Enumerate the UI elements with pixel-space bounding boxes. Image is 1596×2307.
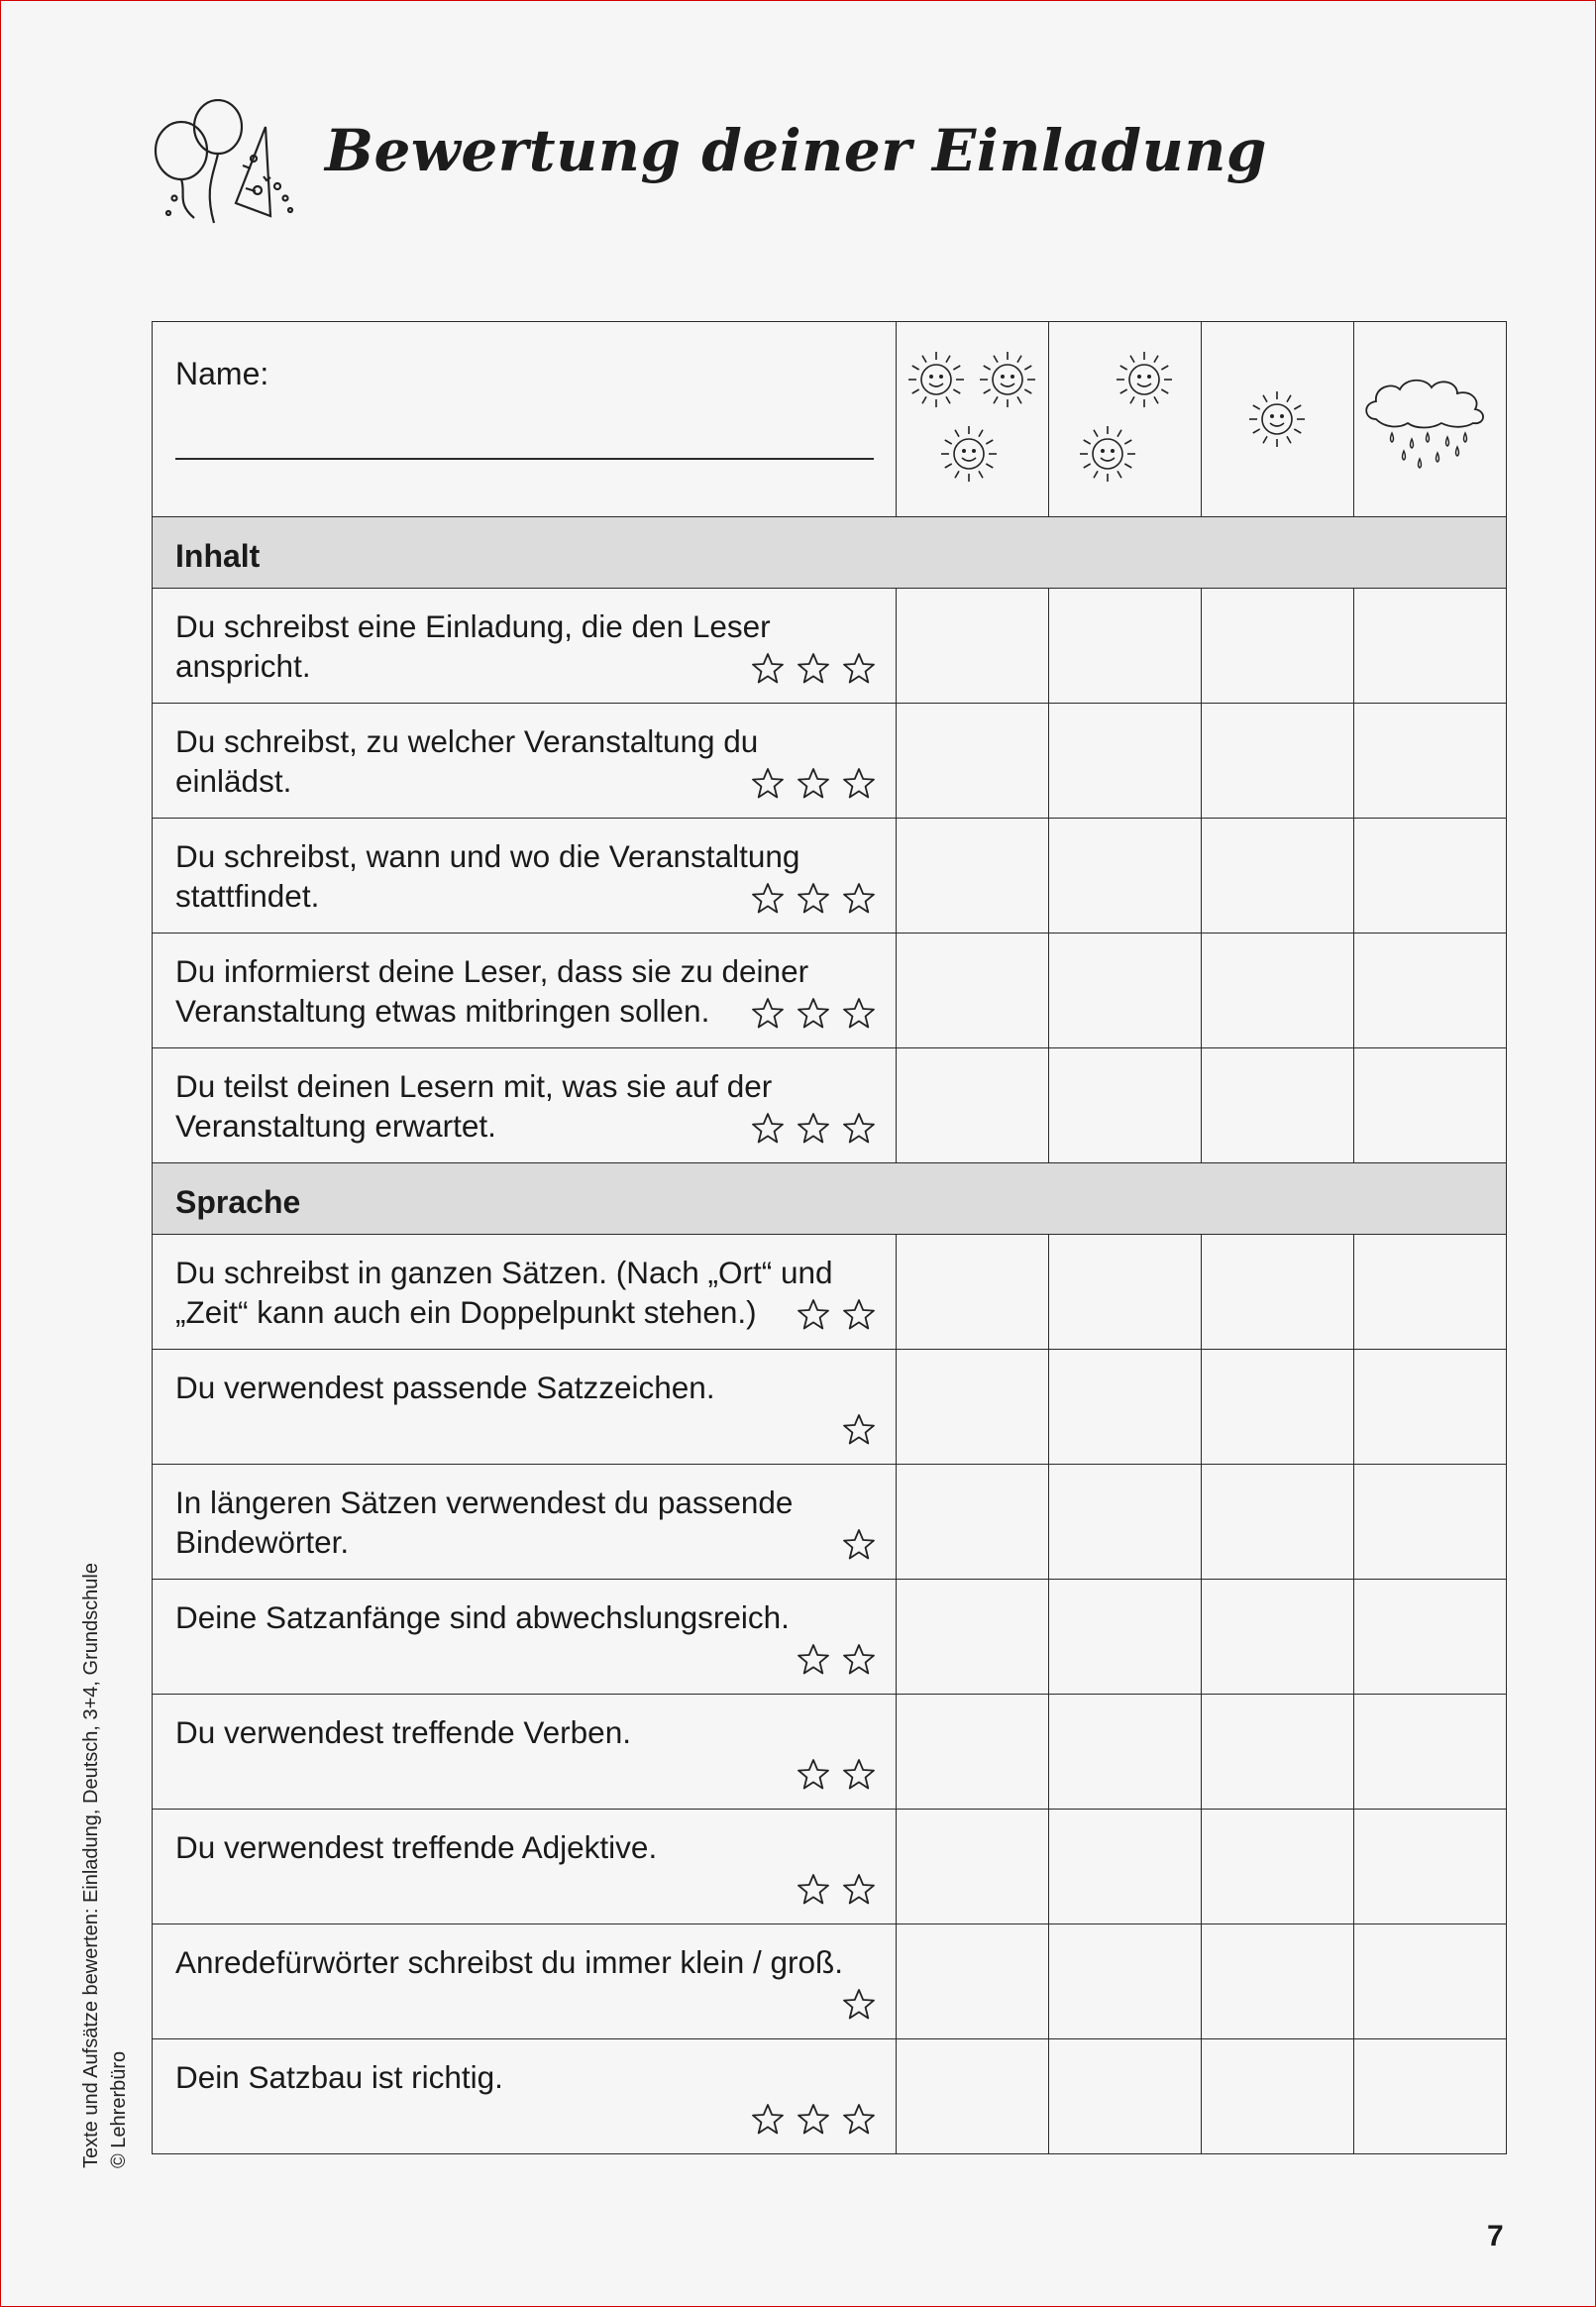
criterion-text: Du schreibst, zu welcher Veranstaltung du einlädst.	[175, 723, 759, 799]
star-icon	[842, 2103, 876, 2136]
rating-cell[interactable]	[1354, 934, 1507, 1048]
criterion-cell	[153, 1235, 897, 1350]
star-icon	[842, 1298, 876, 1331]
rating-cell[interactable]	[897, 2039, 1049, 2154]
star-icon	[842, 1873, 876, 1906]
section-header-row	[153, 517, 1507, 589]
rating-cell[interactable]	[1202, 819, 1354, 934]
star-icon	[842, 1758, 876, 1791]
criterion-cell	[153, 2039, 897, 2154]
criterion-text: Anredefürwörter schreibst du immer klein / groß.	[175, 1944, 843, 1980]
star-icon	[797, 1298, 830, 1331]
section-header-cell	[153, 1163, 1507, 1235]
criterion-cell	[153, 704, 897, 819]
rating-cell[interactable]	[1049, 704, 1202, 819]
star-icon	[751, 882, 785, 915]
rating-cell[interactable]	[1202, 1924, 1354, 2039]
criterion-row	[153, 1350, 1507, 1465]
star-icon	[797, 1873, 830, 1906]
difficulty-stars	[842, 1528, 876, 1561]
criterion-text: Du schreibst eine Einladung, die den Leser anspricht.	[175, 608, 771, 684]
criterion-text: Du verwendest passende Satzzeichen.	[175, 1370, 715, 1405]
criterion-text: Deine Satzanfänge sind abwechslungsreich.	[175, 1599, 790, 1635]
star-icon	[751, 997, 785, 1030]
criterion-cell	[153, 589, 897, 704]
party-balloons-icon	[147, 99, 295, 233]
star-icon	[842, 882, 876, 915]
rating-cell[interactable]	[897, 1048, 1049, 1163]
difficulty-stars	[751, 2103, 876, 2136]
criterion-row	[153, 1048, 1507, 1163]
rating-cell[interactable]	[1049, 589, 1202, 704]
rating-cell[interactable]	[897, 934, 1049, 1048]
sidebar-copyright	[77, 1563, 133, 2168]
star-icon	[797, 767, 830, 800]
section-label: Sprache	[175, 1184, 301, 1220]
rating-cell[interactable]	[1049, 1810, 1202, 1924]
sidebar-line-1: Texte und Aufsätze bewerten: Einladung, Deutsch, 3+4, Grundschule	[80, 1563, 102, 2168]
star-icon	[797, 1643, 830, 1676]
criterion-cell	[153, 1924, 897, 2039]
difficulty-stars	[751, 1112, 876, 1145]
star-icon	[797, 882, 830, 915]
rating-cell[interactable]	[897, 1810, 1049, 1924]
rating-cell[interactable]	[897, 589, 1049, 704]
difficulty-stars	[751, 767, 876, 800]
rating-cell[interactable]	[1354, 1695, 1507, 1810]
sidebar-line-2: © Lehrerbüro	[108, 2050, 130, 2168]
criterion-text: Dein Satzbau ist richtig.	[175, 2059, 503, 2095]
rating-cell[interactable]	[1354, 1810, 1507, 1924]
star-icon	[842, 1988, 876, 2021]
star-icon	[751, 652, 785, 685]
criterion-cell	[153, 1350, 897, 1465]
one-sun-icon	[1202, 322, 1354, 517]
rating-cell[interactable]	[1049, 1924, 1202, 2039]
rating-cell[interactable]	[1049, 1465, 1202, 1580]
criterion-text: Du teilst deinen Lesern mit, was sie auf der Veranstaltung erwartet.	[175, 1068, 773, 1144]
rating-cell[interactable]	[1354, 1235, 1507, 1350]
rating-cell[interactable]	[897, 1695, 1049, 1810]
difficulty-stars	[842, 1413, 876, 1446]
star-icon	[797, 2103, 830, 2136]
rating-cell[interactable]	[897, 1350, 1049, 1465]
difficulty-stars	[797, 1758, 876, 1791]
criterion-text: Du schreibst, wann und wo die Veranstaltung stattfindet.	[175, 838, 800, 914]
rubric-table	[152, 321, 1507, 2154]
star-icon	[797, 997, 830, 1030]
criterion-row	[153, 1695, 1507, 1810]
three-suns-icon	[897, 322, 1049, 517]
rating-cell[interactable]	[1202, 1235, 1354, 1350]
section-header-cell	[153, 517, 1507, 589]
criterion-row	[153, 819, 1507, 934]
criterion-cell	[153, 1465, 897, 1580]
rain-cloud-icon	[1354, 322, 1507, 517]
rating-cell[interactable]	[1354, 704, 1507, 819]
name-label: Name:	[175, 356, 269, 391]
section-label: Inhalt	[175, 538, 261, 574]
rating-cell[interactable]	[897, 1580, 1049, 1695]
star-icon	[751, 1112, 785, 1145]
star-icon	[842, 767, 876, 800]
difficulty-stars	[751, 997, 876, 1030]
rating-cell[interactable]	[1202, 1048, 1354, 1163]
criterion-row	[153, 934, 1507, 1048]
star-icon	[842, 652, 876, 685]
rating-cell[interactable]	[1354, 2039, 1507, 2154]
criterion-row	[153, 2039, 1507, 2154]
rating-cell[interactable]	[897, 704, 1049, 819]
rating-cell[interactable]	[1202, 934, 1354, 1048]
rating-cell[interactable]	[1354, 1048, 1507, 1163]
rating-cell[interactable]	[1354, 1580, 1507, 1695]
criterion-cell	[153, 1810, 897, 1924]
header-row	[153, 322, 1507, 517]
rating-cell[interactable]	[1049, 1350, 1202, 1465]
difficulty-stars	[797, 1643, 876, 1676]
page-number: 7	[1487, 2220, 1504, 2252]
rating-cell[interactable]	[1202, 1350, 1354, 1465]
criterion-text: Du schreibst in ganzen Sätzen. (Nach „Ort“ und „Zeit“ kann auch ein Doppelpunkt stehen.)	[175, 1255, 833, 1330]
rating-cell[interactable]	[1049, 1048, 1202, 1163]
star-icon	[842, 997, 876, 1030]
criterion-cell	[153, 1048, 897, 1163]
rating-cell[interactable]	[1049, 934, 1202, 1048]
rating-cell[interactable]	[1202, 589, 1354, 704]
rating-cell[interactable]	[1202, 1810, 1354, 1924]
criterion-row	[153, 589, 1507, 704]
criterion-text: In längeren Sätzen verwendest du passende Bindewörter.	[175, 1484, 794, 1560]
star-icon	[797, 1758, 830, 1791]
criterion-cell	[153, 1695, 897, 1810]
rating-cell[interactable]	[1202, 2039, 1354, 2154]
difficulty-stars	[797, 1298, 876, 1331]
rating-cell[interactable]	[1202, 1465, 1354, 1580]
section-header-row	[153, 1163, 1507, 1235]
star-icon	[842, 1112, 876, 1145]
rating-cell[interactable]	[1202, 1580, 1354, 1695]
rating-cell[interactable]	[1049, 1580, 1202, 1695]
two-suns-icon	[1049, 322, 1202, 517]
rating-cell[interactable]	[1049, 819, 1202, 934]
rating-cell[interactable]	[1354, 589, 1507, 704]
rating-cell[interactable]	[897, 1235, 1049, 1350]
name-write-line[interactable]	[175, 458, 874, 460]
criterion-text: Du verwendest treffende Verben.	[175, 1714, 631, 1750]
criterion-cell	[153, 934, 897, 1048]
difficulty-stars	[751, 882, 876, 915]
criterion-row	[153, 1235, 1507, 1350]
name-cell	[153, 322, 897, 517]
rating-cell[interactable]	[897, 1924, 1049, 2039]
rating-cell[interactable]	[1202, 704, 1354, 819]
criterion-cell	[153, 819, 897, 934]
rating-cell[interactable]	[1354, 819, 1507, 934]
criterion-row	[153, 1465, 1507, 1580]
rating-cell[interactable]	[1202, 1695, 1354, 1810]
difficulty-stars	[751, 652, 876, 685]
star-icon	[751, 767, 785, 800]
criterion-text: Du informierst deine Leser, dass sie zu deiner Veranstaltung etwas mitbringen sollen.	[175, 953, 809, 1029]
difficulty-stars	[842, 1988, 876, 2021]
page-title: Bewertung deiner Einladung	[325, 117, 1267, 184]
criterion-row	[153, 704, 1507, 819]
star-icon	[797, 1112, 830, 1145]
criterion-cell	[153, 1580, 897, 1695]
star-icon	[842, 1643, 876, 1676]
criterion-row	[153, 1810, 1507, 1924]
rating-cell[interactable]	[1049, 1235, 1202, 1350]
rating-cell[interactable]	[1049, 1695, 1202, 1810]
rating-cell[interactable]	[1354, 1924, 1507, 2039]
rating-cell[interactable]	[1049, 2039, 1202, 2154]
rating-cell[interactable]	[897, 819, 1049, 934]
criterion-row	[153, 1924, 1507, 2039]
star-icon	[842, 1413, 876, 1446]
criterion-row	[153, 1580, 1507, 1695]
difficulty-stars	[797, 1873, 876, 1906]
star-icon	[751, 2103, 785, 2136]
rating-cell[interactable]	[1354, 1350, 1507, 1465]
rating-cell[interactable]	[897, 1465, 1049, 1580]
rating-cell[interactable]	[1354, 1465, 1507, 1580]
star-icon	[797, 652, 830, 685]
criterion-text: Du verwendest treffende Adjektive.	[175, 1829, 658, 1865]
star-icon	[842, 1528, 876, 1561]
